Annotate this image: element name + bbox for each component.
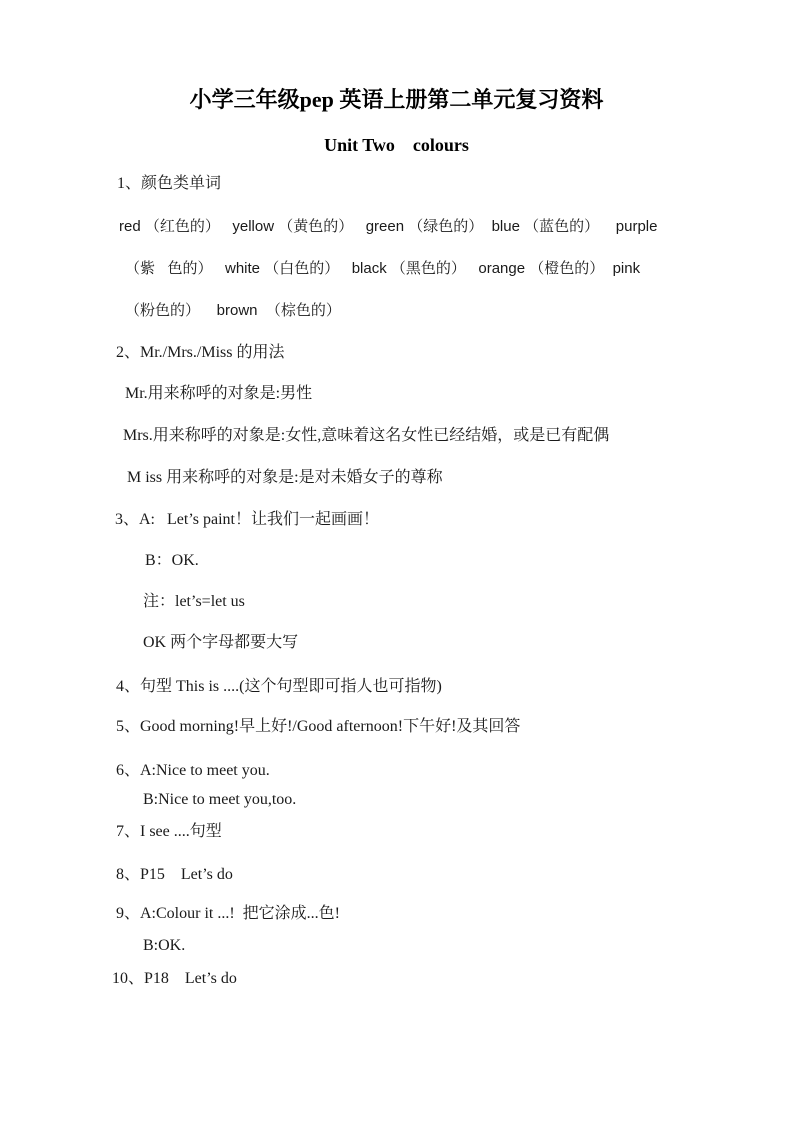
section-6-dialog-b: B:Nice to meet you,too.	[143, 791, 297, 808]
colour-words-row-1: red （红色的） yellow （黄色的） green （绿色的） blue （蓝色的） purple	[119, 218, 658, 235]
section-2-heading: 2、Mr./Mrs./Miss 的用法	[116, 344, 285, 361]
section-3-dialog-b: B：OK.	[145, 552, 199, 569]
section-8-heading: 8、P15 Let’s do	[116, 866, 233, 883]
section-7-heading: 7、I see ....句型	[116, 823, 222, 840]
section-9-dialog-b: B:OK.	[143, 937, 186, 954]
section-1-heading: 1、颜色类单词	[117, 175, 222, 192]
unit-subtitle: Unit Two colours	[324, 135, 469, 155]
section-3-note: 注：let’s=let us	[143, 593, 245, 610]
miss-usage-line: M iss 用来称呼的对象是:是对未婚女子的尊称	[127, 469, 443, 486]
section-9-dialog-a: 9、A:Colour it ...! 把它涂成...色!	[116, 905, 340, 922]
colour-words-row-2: （紫 色的） white （白色的） black （黑色的） orange （橙色的） pink	[125, 260, 641, 277]
colour-words-row-3: （粉色的） brown （棕色的）	[125, 302, 341, 319]
section-6-dialog-a: 6、A:Nice to meet you.	[116, 762, 270, 779]
section-10-heading: 10、P18 Let’s do	[112, 970, 237, 987]
section-3-dialog-a: 3、A: Let’s paint！让我们一起画画！	[115, 511, 379, 528]
section-5-heading: 5、Good morning!早上好!/Good afternoon!下午好!及其回答	[116, 718, 521, 735]
mr-usage-line: Mr.用来称呼的对象是:男性	[125, 385, 313, 402]
section-4-heading: 4、句型 This is ....(这个句型即可指人也可指物)	[116, 678, 442, 695]
page-title: 小学三年级pep 英语上册第二单元复习资料	[189, 87, 604, 112]
section-3-ok-note: OK 两个字母都要大写	[143, 634, 299, 651]
mrs-usage-line: Mrs.用来称呼的对象是:女性,意味着这名女性已经结婚，或是已有配偶	[123, 427, 610, 444]
